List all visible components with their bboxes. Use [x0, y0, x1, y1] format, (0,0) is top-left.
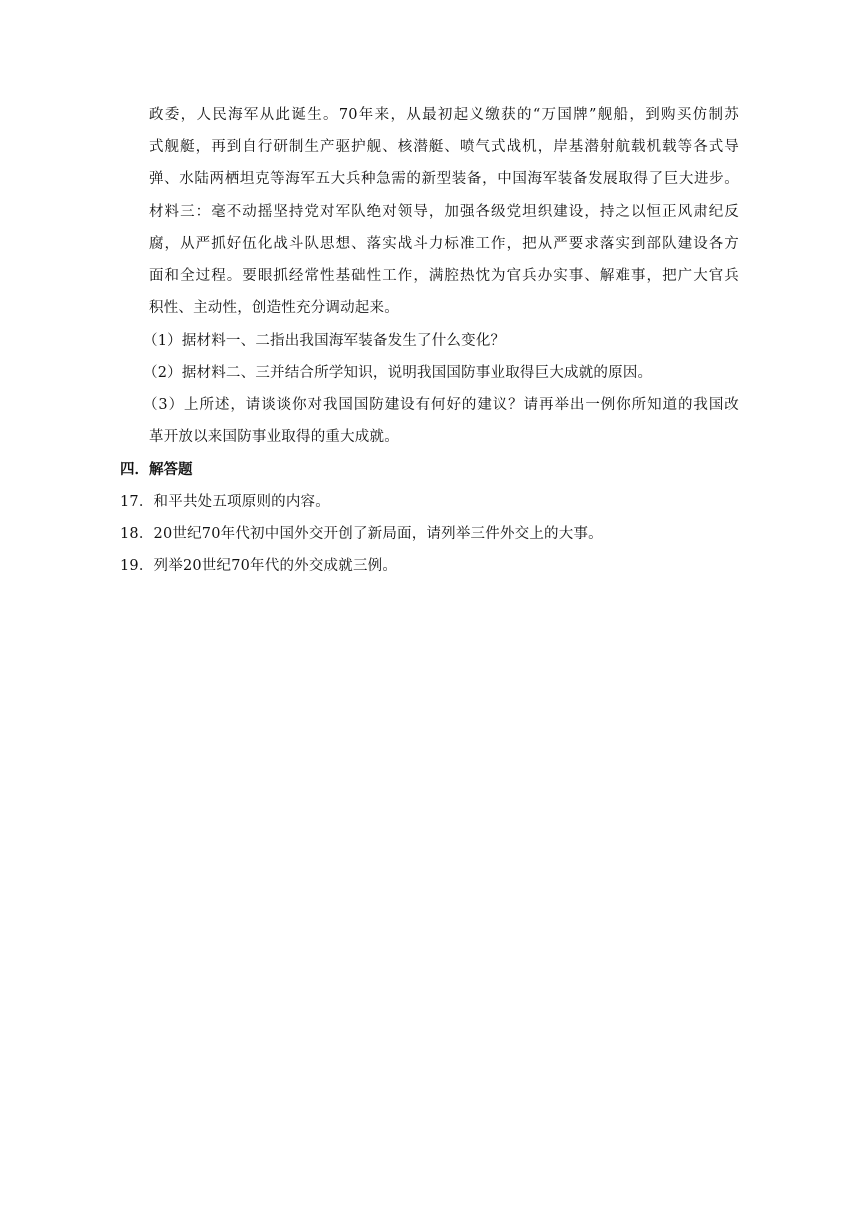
- answer-question-17: 17．和平共处五项原则的内容。: [120, 494, 330, 510]
- answer-question-19: 19．列举20世纪70年代的外交成就三例。: [120, 558, 398, 574]
- answer-question-18: 18．20世纪70年代初中国外交开创了新局面，请列举三件外交上的大事。: [120, 526, 603, 542]
- material-three-line-2: 腐，从严抓好伍化战斗队思想、落实战斗力标准工作，把从严要求落实到部队建设各方: [149, 236, 739, 252]
- material-three-line-3: 面和全过程。要眼抓经常性基础性工作，满腔热忱为官兵办实事、解难事，把广大官兵: [149, 268, 739, 284]
- question-2: （2）据材料二、三并结合所学知识，说明我国国防事业取得巨大成就的原因。: [143, 365, 653, 381]
- question-1: （1）据材料一、二指出我国海军装备发生了什么变化？: [143, 333, 506, 349]
- material-two-line-1: 政委，人民海军从此诞生。70年来，从最初起义缴获的“万国牌”舰船，到购买仿制苏: [149, 107, 739, 123]
- material-three-line-1: 材料三：毫不动摇坚持党对军队绝对领导，加强各级党坦织建设，持之以恒正风肃纪反: [149, 204, 739, 220]
- question-3-line-1: （3）上所述，请谈谈你对我国国防建设有何好的建议？请再举出一例你所知道的我国改: [143, 397, 739, 413]
- material-three-line-4: 积性、主动性，创造性充分调动起来。: [149, 300, 399, 316]
- material-two-line-3: 弹、水陆两栖坦克等海军五大兵种急需的新型装备，中国海军装备发展取得了巨大进步。: [149, 171, 739, 187]
- material-two-line-2: 式舰艇，再到自行研制生产驱护舰、核潜艇、喷气式战机，岸基潜射航载机载等各式导: [149, 139, 739, 155]
- question-3-line-2: 革开放以来国防事业取得的重大成就。: [149, 429, 399, 445]
- section-four-heading: 四．解答题: [120, 462, 193, 478]
